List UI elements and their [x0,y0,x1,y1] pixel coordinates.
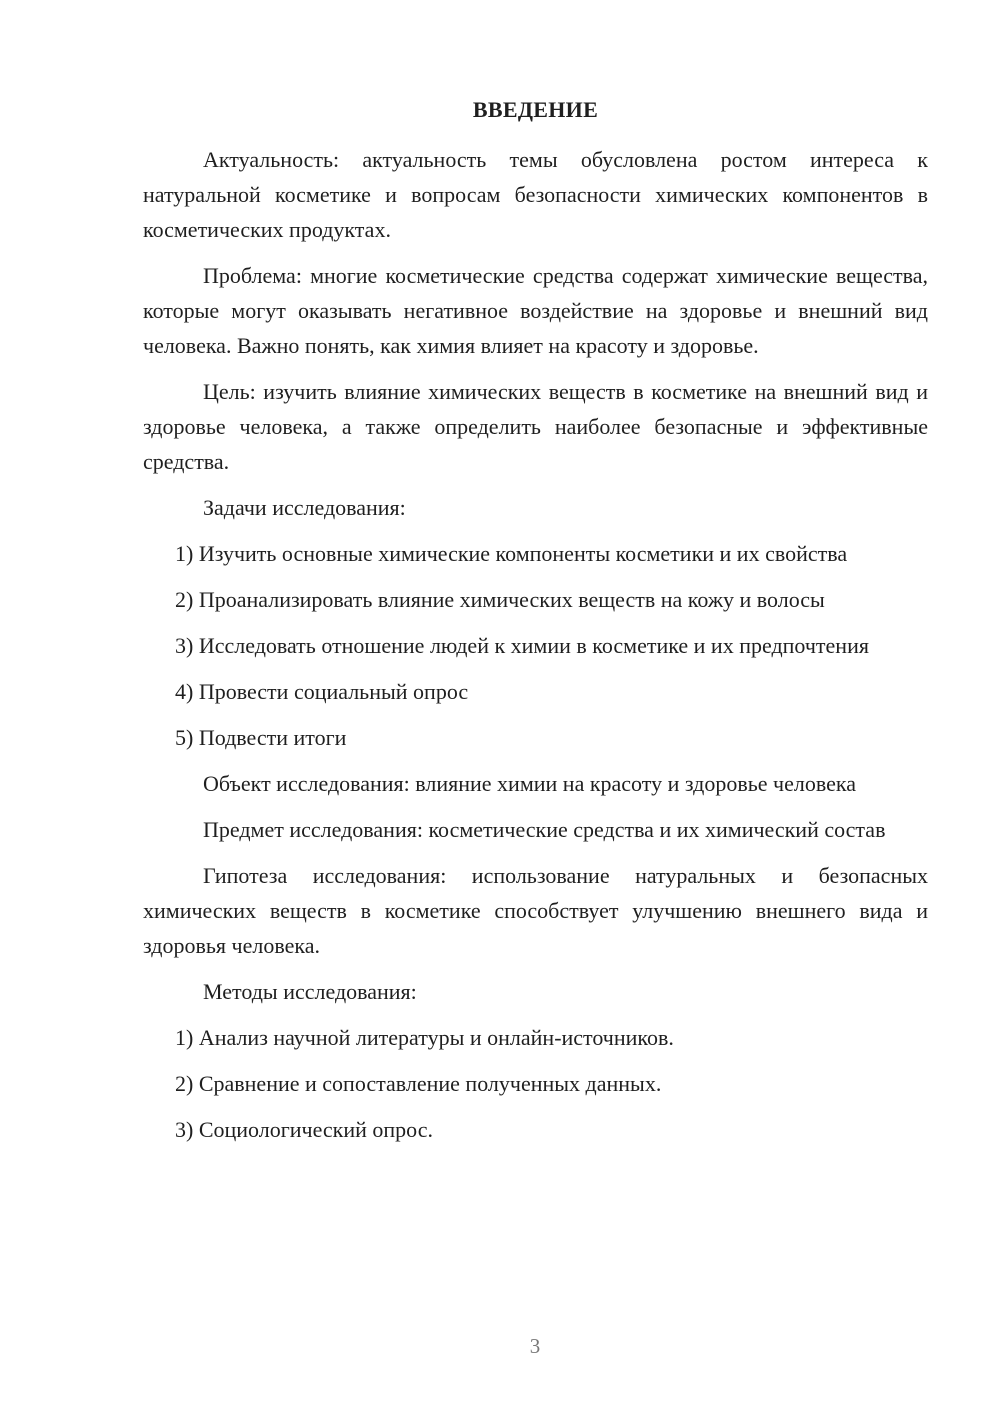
subject-paragraph: Предмет исследования: косметические средства и их химический состав [203,817,886,842]
method-item: 2) Сравнение и сопоставление полученных данных. [175,1071,662,1096]
goal-paragraph: Цель: изучить влияние химических веществ в косметике на внешний вид и здоровье человека, а также определить наиболее безопасные и эффективные средства. [143,379,928,474]
task-item: 1) Изучить основные химические компоненты косметики и их свойства [175,541,848,566]
relevance-paragraph: Актуальность: актуальность темы обусловлена ростом интереса к натуральной косметике и вопросам безопасности химических компонентов в косметических продуктах. [143,147,928,242]
task-item: 3) Исследовать отношение людей к химии в косметике и их предпочтения [175,633,869,658]
object-paragraph: Объект исследования: влияние химии на красоту и здоровье человека [203,771,856,796]
method-item: 1) Анализ научной литературы и онлайн-источников. [175,1025,674,1050]
problem-paragraph: Проблема: многие косметические средства содержат химические вещества, которые могут оказывать негативное воздействие на здоровье и внешний вид человека. Важно понять, как химия влияет на красоту и здоровье. [143,263,928,358]
document-page [143,92,928,1158]
task-item: 5) Подвести итоги [175,725,347,750]
method-item: 3) Социологический опрос. [175,1117,433,1142]
task-item: 4) Провести социальный опрос [175,679,469,704]
tasks-heading: Задачи исследования: [203,495,406,520]
page-title: ВВЕДЕНИЕ [472,97,599,122]
hypothesis-paragraph: Гипотеза исследования: использование натуральных и безопасных химических веществ в косметике способствует улучшению внешнего вида и здоровья человека. [143,863,928,958]
task-item: 2) Проанализировать влияние химических веществ на кожу и волосы [175,587,825,612]
methods-heading: Методы исследования: [203,979,417,1004]
page-number: 3 [529,1334,541,1358]
